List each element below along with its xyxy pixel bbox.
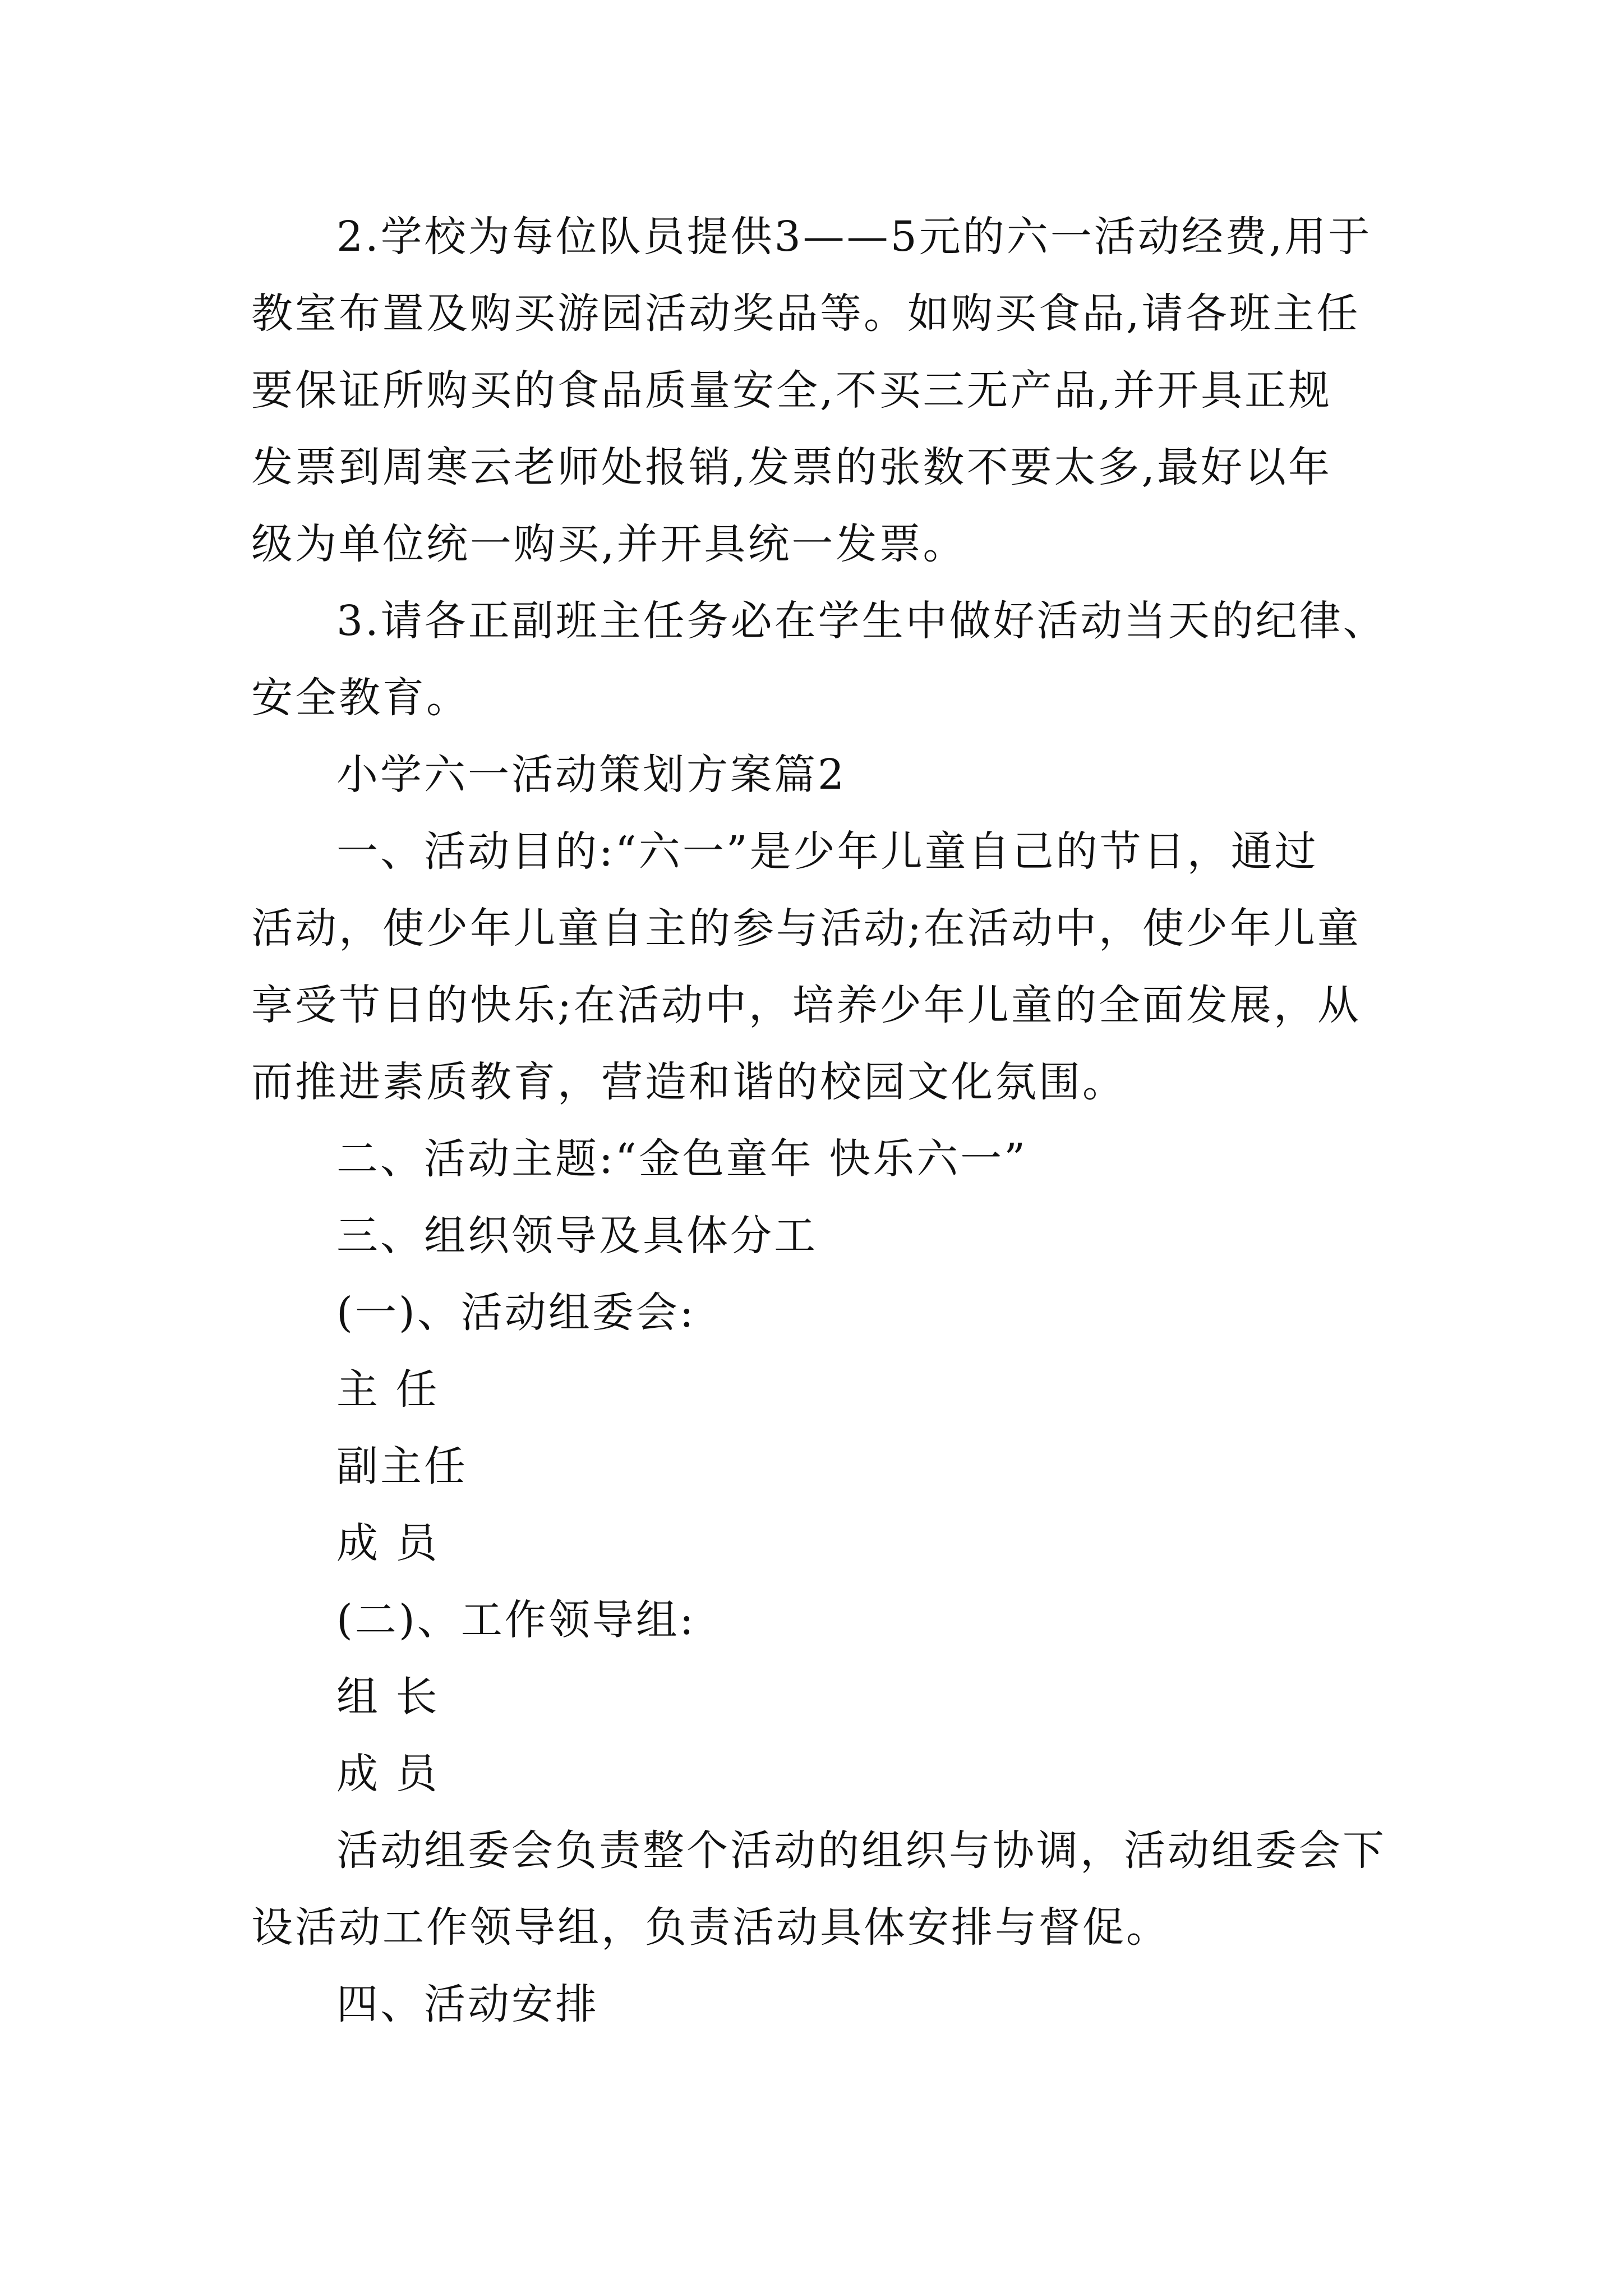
paragraph-line: 而推进素质教育，营造和谐的校园文化氛围。 [251,1058,1126,1106]
paragraph-line: 享受节日的快乐;在活动中，培养少年儿童的全面发展，从 [251,981,1361,1029]
paragraph-line: 一、活动目的:“六一”是少年儿童自己的节日，通过 [336,827,1318,876]
role-line: 成 员 [336,1750,440,1798]
paragraph-line: 要保证所购买的食品质量安全,不买三无产品,并开具正规 [251,366,1332,415]
paragraph-line: 设活动工作领导组，负责活动具体安排与督促。 [251,1903,1170,1952]
paragraph-line: 2.学校为每位队员提供3——5元的六一活动经费,用于 [336,213,1372,261]
role-line: 主 任 [336,1365,440,1414]
role-line: 组 长 [336,1673,440,1721]
role-line: 成 员 [336,1519,440,1567]
role-line: 副主任 [336,1442,468,1490]
paragraph-line: 活动，使少年儿童自主的参与活动;在活动中，使少年儿童 [251,904,1361,953]
heading-line: (二)、工作领导组: [336,1596,696,1644]
paragraph-line: 安全教育。 [251,674,470,722]
paragraph-line: 活动组委会负责整个活动的组织与协调，活动组委会下 [336,1826,1386,1875]
paragraph-line: 级为单位统一购买,并开具统一发票。 [251,520,967,568]
heading-line: 四、活动安排 [336,1980,599,2028]
heading-line: 三、组织领导及具体分工 [336,1212,818,1260]
heading-line: 二、活动主题:“金色童年 快乐六一” [336,1135,1028,1183]
paragraph-line: 3.请各正副班主任务必在学生中做好活动当天的纪律、 [336,597,1387,645]
paragraph-line: 教室布置及购买游园活动奖品等。如购买食品,请各班主任 [251,289,1361,338]
paragraph-line: 发票到周寒云老师处报销,发票的张数不要太多,最好以年 [251,443,1332,491]
heading-line: (一)、活动组委会: [336,1289,696,1337]
section-title: 小学六一活动策划方案篇2 [336,751,847,799]
